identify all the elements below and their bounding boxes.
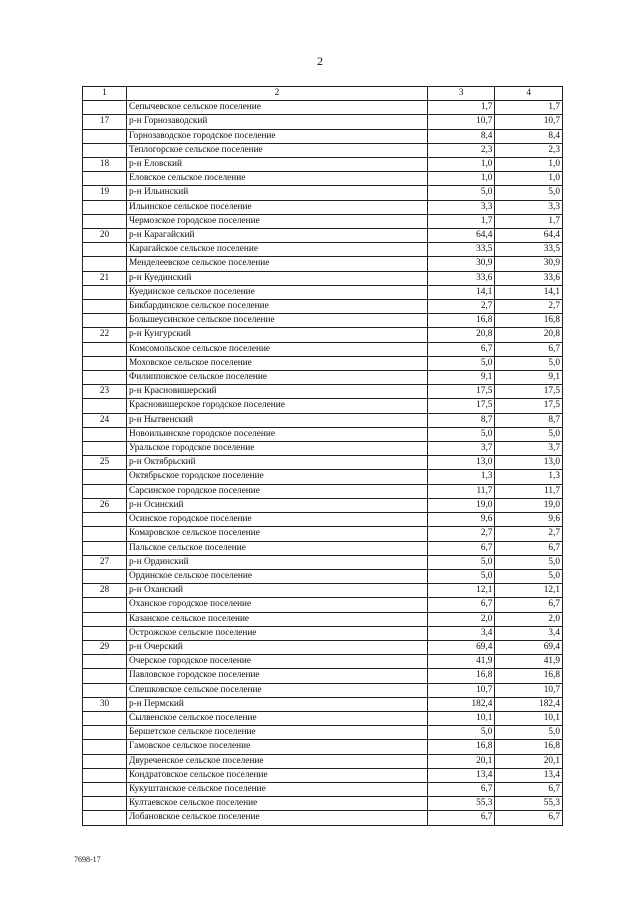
row-value-3-cell: 16,8 bbox=[427, 669, 495, 683]
row-name-cell: Горнозаводское городское поселение bbox=[127, 129, 428, 143]
row-number-cell bbox=[83, 470, 127, 484]
table-row bbox=[83, 356, 563, 370]
row-number-cell bbox=[83, 754, 127, 768]
table-row bbox=[83, 385, 563, 399]
table-row bbox=[83, 697, 563, 711]
table-row bbox=[83, 598, 563, 612]
row-number-cell bbox=[83, 129, 127, 143]
row-number-cell bbox=[83, 442, 127, 456]
row-value-3-cell: 8,4 bbox=[427, 129, 495, 143]
row-value-3-cell: 2,7 bbox=[427, 300, 495, 314]
table-row bbox=[83, 243, 563, 257]
row-value-3-cell: 5,0 bbox=[427, 356, 495, 370]
row-value-3-cell: 2,3 bbox=[427, 143, 495, 157]
row-value-4-cell: 16,8 bbox=[495, 314, 563, 328]
row-value-3-cell: 33,6 bbox=[427, 271, 495, 285]
table-row bbox=[83, 782, 563, 796]
row-name-cell: Кондратовское сельское поселение bbox=[127, 768, 428, 782]
row-number-cell bbox=[83, 371, 127, 385]
table-row bbox=[83, 328, 563, 342]
row-number-cell: 22 bbox=[83, 328, 127, 342]
table-row bbox=[83, 413, 563, 427]
row-name-cell: р-н Красновишерский bbox=[127, 385, 428, 399]
table-row bbox=[83, 484, 563, 498]
row-number-cell bbox=[83, 342, 127, 356]
row-number-cell bbox=[83, 669, 127, 683]
row-value-4-cell: 6,7 bbox=[495, 811, 563, 825]
row-number-cell bbox=[83, 314, 127, 328]
row-value-4-cell: 16,8 bbox=[495, 740, 563, 754]
table-row bbox=[83, 427, 563, 441]
row-name-cell: р-н Кунгурский bbox=[127, 328, 428, 342]
table-row bbox=[83, 811, 563, 825]
table-row bbox=[83, 115, 563, 129]
row-number-cell bbox=[83, 513, 127, 527]
row-value-3-cell: 14,1 bbox=[427, 285, 495, 299]
row-value-4-cell: 6,7 bbox=[495, 598, 563, 612]
row-value-4-cell: 182,4 bbox=[495, 697, 563, 711]
row-name-cell: р-н Пермский bbox=[127, 697, 428, 711]
row-value-3-cell: 33,5 bbox=[427, 243, 495, 257]
table-row bbox=[83, 768, 563, 782]
table-row bbox=[83, 584, 563, 598]
row-value-4-cell: 13,4 bbox=[495, 768, 563, 782]
row-value-4-cell: 6,7 bbox=[495, 541, 563, 555]
row-value-4-cell: 19,0 bbox=[495, 498, 563, 512]
row-number-cell bbox=[83, 811, 127, 825]
row-number-cell: 26 bbox=[83, 498, 127, 512]
table-row bbox=[83, 399, 563, 413]
row-number-cell: 28 bbox=[83, 584, 127, 598]
data-table bbox=[82, 86, 563, 826]
row-value-4-cell: 2,7 bbox=[495, 300, 563, 314]
row-name-cell: Еловское сельское поселение bbox=[127, 172, 428, 186]
row-number-cell: 29 bbox=[83, 640, 127, 654]
row-number-cell: 21 bbox=[83, 271, 127, 285]
row-name-cell: Комсомольское сельское поселение bbox=[127, 342, 428, 356]
row-value-4-cell: 5,0 bbox=[495, 186, 563, 200]
row-number-cell: 19 bbox=[83, 186, 127, 200]
row-value-3-cell: 9,1 bbox=[427, 371, 495, 385]
row-number-cell bbox=[83, 427, 127, 441]
row-number-cell bbox=[83, 356, 127, 370]
row-name-cell: Ординское сельское поселение bbox=[127, 569, 428, 583]
row-name-cell: Моховское сельское поселение bbox=[127, 356, 428, 370]
table-body bbox=[83, 87, 563, 826]
row-name-cell: Уральское городское поселение bbox=[127, 442, 428, 456]
row-name-cell: Бикбардинское сельское поселение bbox=[127, 300, 428, 314]
row-value-3-cell: 13,0 bbox=[427, 456, 495, 470]
row-value-4-cell: 33,5 bbox=[495, 243, 563, 257]
row-name-cell: Сепычевское сельское поселение bbox=[127, 101, 428, 115]
row-number-cell bbox=[83, 399, 127, 413]
row-value-4-cell: 64,4 bbox=[495, 229, 563, 243]
row-name-cell: Менделеевское сельское поселение bbox=[127, 257, 428, 271]
row-value-3-cell: 6,7 bbox=[427, 811, 495, 825]
row-value-3-cell: 6,7 bbox=[427, 598, 495, 612]
row-number-cell: 24 bbox=[83, 413, 127, 427]
table-row bbox=[83, 754, 563, 768]
row-name-cell: Казанское сельское поселение bbox=[127, 612, 428, 626]
row-name-cell: Осинское городское поселение bbox=[127, 513, 428, 527]
row-value-3-cell: 69,4 bbox=[427, 640, 495, 654]
row-name-cell: Сылвенское сельское поселение bbox=[127, 711, 428, 725]
row-value-4-cell: 5,0 bbox=[495, 726, 563, 740]
row-value-4-cell: 10,1 bbox=[495, 711, 563, 725]
header-cell-1: 1 bbox=[83, 87, 127, 101]
row-number-cell bbox=[83, 626, 127, 640]
row-value-4-cell: 14,1 bbox=[495, 285, 563, 299]
row-value-3-cell: 20,8 bbox=[427, 328, 495, 342]
row-name-cell: Новоильинское городское поселение bbox=[127, 427, 428, 441]
table-row bbox=[83, 669, 563, 683]
row-number-cell bbox=[83, 143, 127, 157]
row-value-4-cell: 2,3 bbox=[495, 143, 563, 157]
table-row bbox=[83, 726, 563, 740]
row-value-3-cell: 3,7 bbox=[427, 442, 495, 456]
row-number-cell bbox=[83, 797, 127, 811]
row-value-4-cell: 8,7 bbox=[495, 413, 563, 427]
row-number-cell bbox=[83, 655, 127, 669]
table-row bbox=[83, 200, 563, 214]
row-value-3-cell: 64,4 bbox=[427, 229, 495, 243]
row-value-4-cell: 1,0 bbox=[495, 158, 563, 172]
row-number-cell bbox=[83, 711, 127, 725]
row-value-3-cell: 2,7 bbox=[427, 527, 495, 541]
row-value-3-cell: 3,4 bbox=[427, 626, 495, 640]
row-name-cell: Большеусинское сельское поселение bbox=[127, 314, 428, 328]
row-value-4-cell: 8,4 bbox=[495, 129, 563, 143]
row-number-cell: 18 bbox=[83, 158, 127, 172]
row-value-4-cell: 1,7 bbox=[495, 214, 563, 228]
row-value-3-cell: 5,0 bbox=[427, 186, 495, 200]
row-value-4-cell: 20,8 bbox=[495, 328, 563, 342]
row-number-cell: 25 bbox=[83, 456, 127, 470]
table-row bbox=[83, 541, 563, 555]
row-value-3-cell: 2,0 bbox=[427, 612, 495, 626]
row-number-cell bbox=[83, 726, 127, 740]
row-number-cell: 17 bbox=[83, 115, 127, 129]
table-row bbox=[83, 612, 563, 626]
row-value-3-cell: 11,7 bbox=[427, 484, 495, 498]
row-value-3-cell: 5,0 bbox=[427, 427, 495, 441]
table-row bbox=[83, 101, 563, 115]
table-row bbox=[83, 797, 563, 811]
table-row bbox=[83, 640, 563, 654]
row-name-cell: Комаровское сельское поселение bbox=[127, 527, 428, 541]
row-value-3-cell: 6,7 bbox=[427, 541, 495, 555]
row-name-cell: р-н Ильинский bbox=[127, 186, 428, 200]
row-value-3-cell: 6,7 bbox=[427, 782, 495, 796]
row-value-3-cell: 16,8 bbox=[427, 314, 495, 328]
row-value-4-cell: 5,0 bbox=[495, 427, 563, 441]
row-value-3-cell: 17,5 bbox=[427, 399, 495, 413]
table-row bbox=[83, 214, 563, 228]
row-name-cell: Двуреченское сельское поселение bbox=[127, 754, 428, 768]
table-row bbox=[83, 555, 563, 569]
row-number-cell bbox=[83, 243, 127, 257]
row-value-3-cell: 5,0 bbox=[427, 555, 495, 569]
row-name-cell: Пальское сельское поселение bbox=[127, 541, 428, 555]
row-number-cell bbox=[83, 683, 127, 697]
row-name-cell: р-н Оханский bbox=[127, 584, 428, 598]
row-value-3-cell: 10,7 bbox=[427, 683, 495, 697]
row-name-cell: р-н Очерский bbox=[127, 640, 428, 654]
row-value-3-cell: 1,7 bbox=[427, 214, 495, 228]
row-name-cell: Острожское сельское поселение bbox=[127, 626, 428, 640]
row-name-cell: Павловское городское поселение bbox=[127, 669, 428, 683]
row-name-cell: Чермозское городское поселение bbox=[127, 214, 428, 228]
table-row bbox=[83, 229, 563, 243]
table-row bbox=[83, 172, 563, 186]
row-number-cell bbox=[83, 740, 127, 754]
row-value-4-cell: 6,7 bbox=[495, 782, 563, 796]
table-row bbox=[83, 257, 563, 271]
table-row bbox=[83, 300, 563, 314]
row-value-3-cell: 30,9 bbox=[427, 257, 495, 271]
row-name-cell: р-н Октябрьский bbox=[127, 456, 428, 470]
row-value-3-cell: 5,0 bbox=[427, 726, 495, 740]
row-number-cell bbox=[83, 101, 127, 115]
row-value-3-cell: 9,6 bbox=[427, 513, 495, 527]
row-number-cell bbox=[83, 172, 127, 186]
row-value-4-cell: 17,5 bbox=[495, 385, 563, 399]
row-number-cell bbox=[83, 257, 127, 271]
row-name-cell: р-н Куединский bbox=[127, 271, 428, 285]
row-name-cell: Куединское сельское поселение bbox=[127, 285, 428, 299]
row-number-cell bbox=[83, 598, 127, 612]
row-number-cell: 30 bbox=[83, 697, 127, 711]
row-value-4-cell: 2,7 bbox=[495, 527, 563, 541]
row-name-cell: Оханское городское поселение bbox=[127, 598, 428, 612]
table-row bbox=[83, 442, 563, 456]
row-value-4-cell: 9,6 bbox=[495, 513, 563, 527]
row-value-4-cell: 10,7 bbox=[495, 115, 563, 129]
table-row bbox=[83, 456, 563, 470]
row-value-3-cell: 55,3 bbox=[427, 797, 495, 811]
row-value-3-cell: 6,7 bbox=[427, 342, 495, 356]
row-name-cell: Ильинское сельское поселение bbox=[127, 200, 428, 214]
row-value-4-cell: 16,8 bbox=[495, 669, 563, 683]
page-number: 2 bbox=[317, 54, 323, 68]
row-value-3-cell: 13,4 bbox=[427, 768, 495, 782]
table-row bbox=[83, 626, 563, 640]
row-value-3-cell: 19,0 bbox=[427, 498, 495, 512]
row-value-4-cell: 55,3 bbox=[495, 797, 563, 811]
row-name-cell: Очерское городское поселение bbox=[127, 655, 428, 669]
table-row bbox=[83, 271, 563, 285]
row-value-3-cell: 1,3 bbox=[427, 470, 495, 484]
header-cell-4: 4 bbox=[495, 87, 563, 101]
row-value-4-cell: 5,0 bbox=[495, 569, 563, 583]
row-value-3-cell: 20,1 bbox=[427, 754, 495, 768]
row-name-cell: Бершетское сельское поселение bbox=[127, 726, 428, 740]
table-header-row bbox=[83, 87, 563, 101]
table-row bbox=[83, 470, 563, 484]
row-value-4-cell: 10,7 bbox=[495, 683, 563, 697]
row-value-4-cell: 41,9 bbox=[495, 655, 563, 669]
row-value-3-cell: 10,7 bbox=[427, 115, 495, 129]
row-number-cell bbox=[83, 200, 127, 214]
row-value-4-cell: 6,7 bbox=[495, 342, 563, 356]
table-row bbox=[83, 513, 563, 527]
row-name-cell: Кукуштанское сельское поселение bbox=[127, 782, 428, 796]
row-number-cell bbox=[83, 612, 127, 626]
row-value-4-cell: 33,6 bbox=[495, 271, 563, 285]
table-row bbox=[83, 371, 563, 385]
table-row bbox=[83, 342, 563, 356]
row-value-4-cell: 3,7 bbox=[495, 442, 563, 456]
row-value-4-cell: 3,3 bbox=[495, 200, 563, 214]
header-cell-2: 2 bbox=[127, 87, 428, 101]
row-value-3-cell: 41,9 bbox=[427, 655, 495, 669]
row-value-4-cell: 5,0 bbox=[495, 356, 563, 370]
row-name-cell: Култаевское сельское поселение bbox=[127, 797, 428, 811]
row-name-cell: Сарсинское городское поселение bbox=[127, 484, 428, 498]
row-name-cell: Гамовское сельское поселение bbox=[127, 740, 428, 754]
row-value-3-cell: 3,3 bbox=[427, 200, 495, 214]
row-value-3-cell: 16,8 bbox=[427, 740, 495, 754]
row-value-3-cell: 182,4 bbox=[427, 697, 495, 711]
row-value-4-cell: 9,1 bbox=[495, 371, 563, 385]
row-name-cell: Красновишерское городское поселение bbox=[127, 399, 428, 413]
row-name-cell: Спешковское сельское поселение bbox=[127, 683, 428, 697]
row-value-3-cell: 5,0 bbox=[427, 569, 495, 583]
row-number-cell: 20 bbox=[83, 229, 127, 243]
table-row bbox=[83, 314, 563, 328]
row-value-4-cell: 30,9 bbox=[495, 257, 563, 271]
row-name-cell: р-н Осинский bbox=[127, 498, 428, 512]
row-value-4-cell: 2,0 bbox=[495, 612, 563, 626]
row-value-3-cell: 12,1 bbox=[427, 584, 495, 598]
table-row bbox=[83, 143, 563, 157]
table-row bbox=[83, 740, 563, 754]
row-name-cell: р-н Горнозаводский bbox=[127, 115, 428, 129]
row-value-4-cell: 1,7 bbox=[495, 101, 563, 115]
row-name-cell: Карагайское сельское поселение bbox=[127, 243, 428, 257]
row-value-3-cell: 8,7 bbox=[427, 413, 495, 427]
row-name-cell: Лобановское сельское поселение bbox=[127, 811, 428, 825]
row-value-4-cell: 69,4 bbox=[495, 640, 563, 654]
row-value-4-cell: 13,0 bbox=[495, 456, 563, 470]
row-value-3-cell: 17,5 bbox=[427, 385, 495, 399]
row-number-cell bbox=[83, 569, 127, 583]
table-row bbox=[83, 527, 563, 541]
row-number-cell: 27 bbox=[83, 555, 127, 569]
row-number-cell bbox=[83, 285, 127, 299]
row-number-cell bbox=[83, 214, 127, 228]
row-name-cell: Теплогорское сельское поселение bbox=[127, 143, 428, 157]
row-name-cell: р-н Ординский bbox=[127, 555, 428, 569]
row-number-cell bbox=[83, 782, 127, 796]
row-number-cell bbox=[83, 541, 127, 555]
row-value-4-cell: 12,1 bbox=[495, 584, 563, 598]
row-value-4-cell: 1,3 bbox=[495, 470, 563, 484]
table-row bbox=[83, 285, 563, 299]
table-row bbox=[83, 158, 563, 172]
document-code: 7698-17 bbox=[74, 855, 101, 864]
table-row bbox=[83, 186, 563, 200]
row-value-3-cell: 1,0 bbox=[427, 158, 495, 172]
table-row bbox=[83, 711, 563, 725]
row-value-4-cell: 1,0 bbox=[495, 172, 563, 186]
table-row bbox=[83, 129, 563, 143]
row-name-cell: р-н Еловский bbox=[127, 158, 428, 172]
table-row bbox=[83, 655, 563, 669]
table-row bbox=[83, 683, 563, 697]
row-name-cell: р-н Нытвенский bbox=[127, 413, 428, 427]
header-cell-3: 3 bbox=[427, 87, 495, 101]
row-name-cell: Филипповское сельское поселение bbox=[127, 371, 428, 385]
row-number-cell bbox=[83, 768, 127, 782]
table-row bbox=[83, 498, 563, 512]
row-name-cell: р-н Карагайский bbox=[127, 229, 428, 243]
row-number-cell bbox=[83, 527, 127, 541]
row-value-4-cell: 11,7 bbox=[495, 484, 563, 498]
row-value-4-cell: 17,5 bbox=[495, 399, 563, 413]
row-value-3-cell: 1,0 bbox=[427, 172, 495, 186]
row-value-3-cell: 1,7 bbox=[427, 101, 495, 115]
row-value-3-cell: 10,1 bbox=[427, 711, 495, 725]
row-value-4-cell: 20,1 bbox=[495, 754, 563, 768]
row-number-cell bbox=[83, 300, 127, 314]
table-row bbox=[83, 569, 563, 583]
row-number-cell: 23 bbox=[83, 385, 127, 399]
row-name-cell: Октябрьское городское поселение bbox=[127, 470, 428, 484]
row-value-4-cell: 3,4 bbox=[495, 626, 563, 640]
row-value-4-cell: 5,0 bbox=[495, 555, 563, 569]
row-number-cell bbox=[83, 484, 127, 498]
